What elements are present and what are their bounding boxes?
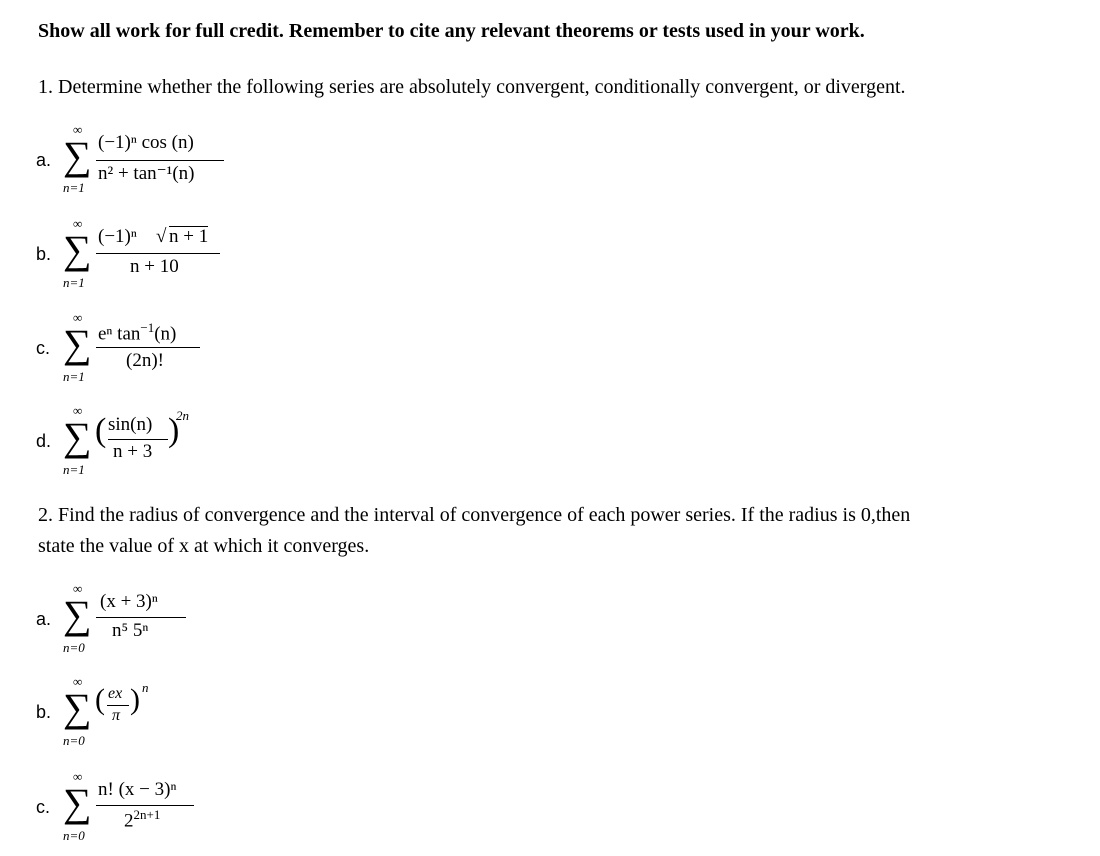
fraction-bar	[96, 253, 220, 254]
denominator: n⁵ 5ⁿ	[112, 620, 149, 641]
denominator	[124, 807, 160, 832]
exponent: n	[142, 680, 149, 695]
part-label: b.	[36, 244, 52, 264]
numerator: ex	[108, 685, 123, 702]
instructions-text: Show all work for full credit. Remember to cite any relevant theorems or tests used in your work.	[38, 20, 865, 42]
part-label: c.	[36, 797, 51, 817]
sigma-icon: ∑	[63, 414, 92, 459]
fraction-bar	[107, 705, 129, 706]
sum-lower-limit: n=1	[63, 462, 85, 477]
numerator	[98, 320, 176, 345]
fraction-bar	[96, 160, 224, 161]
numerator: (x + 3)ⁿ	[100, 591, 158, 612]
left-paren: (	[95, 683, 105, 716]
sum-upper-limit: ∞	[73, 310, 83, 325]
denominator: n² + tan⁻¹(n)	[98, 163, 195, 184]
denominator-superscript: 2n+1	[133, 807, 161, 822]
sigma-icon: ∑	[63, 685, 92, 730]
sum-upper-limit: ∞	[73, 216, 83, 231]
fraction-bar	[96, 805, 194, 806]
radical-icon: √	[156, 226, 167, 247]
radicand: n + 1	[169, 226, 209, 247]
part-label: a.	[36, 609, 52, 629]
sigma-icon: ∑	[63, 133, 92, 178]
question-1-prompt: 1. Determine whether the following series are absolutely convergent, conditionally convergent, or divergent.	[38, 76, 906, 98]
sum-upper-limit: ∞	[73, 674, 83, 689]
numerator: (−1)ⁿ cos (n)	[98, 132, 194, 153]
question-2-line-1: 2. Find the radius of convergence and the interval of convergence of each power series. If the radius is 0,then	[38, 504, 911, 526]
part-label: b.	[36, 702, 52, 722]
sigma-icon: ∑	[63, 780, 92, 825]
sum-lower-limit: n=1	[63, 275, 85, 290]
fraction-bar	[108, 439, 168, 440]
numerator-tail: (n)	[154, 323, 177, 345]
sum-lower-limit: n=0	[63, 733, 85, 748]
part-label: d.	[36, 431, 52, 451]
sum-lower-limit: n=1	[63, 180, 85, 195]
right-paren: )	[168, 412, 180, 449]
numerator: sin(n)	[108, 414, 153, 435]
sum-upper-limit: ∞	[73, 769, 83, 784]
numerator: n! (x − 3)ⁿ	[98, 779, 177, 800]
fraction-bar	[96, 617, 186, 618]
sum-lower-limit: n=0	[63, 828, 85, 843]
sigma-icon: ∑	[63, 321, 92, 366]
question-2-prompt	[38, 500, 910, 562]
sum-lower-limit: n=0	[63, 640, 85, 655]
part-label: a.	[36, 150, 52, 170]
sigma-icon: ∑	[63, 227, 92, 272]
sum-upper-limit: ∞	[73, 581, 83, 596]
sum-lower-limit: n=1	[63, 369, 85, 384]
numerator-prefix: (−1)ⁿ	[98, 226, 137, 247]
left-paren: (	[95, 412, 107, 449]
denominator: n + 10	[130, 256, 179, 277]
sum-upper-limit: ∞	[73, 403, 83, 418]
question-2-line-2: state the value of x at which it converges.	[38, 535, 370, 557]
numerator-superscript: −1	[140, 320, 155, 335]
sigma-icon: ∑	[63, 592, 92, 637]
denominator: π	[112, 707, 121, 724]
denominator-base: 2	[124, 810, 134, 832]
right-paren: )	[130, 683, 140, 716]
fraction-bar	[96, 347, 200, 348]
sum-upper-limit: ∞	[73, 122, 83, 137]
exponent: 2n	[176, 408, 189, 423]
numerator-base: eⁿ tan	[98, 323, 141, 345]
denominator: n + 3	[113, 441, 153, 462]
denominator: (2n)!	[126, 350, 164, 371]
part-label: c.	[36, 338, 51, 358]
